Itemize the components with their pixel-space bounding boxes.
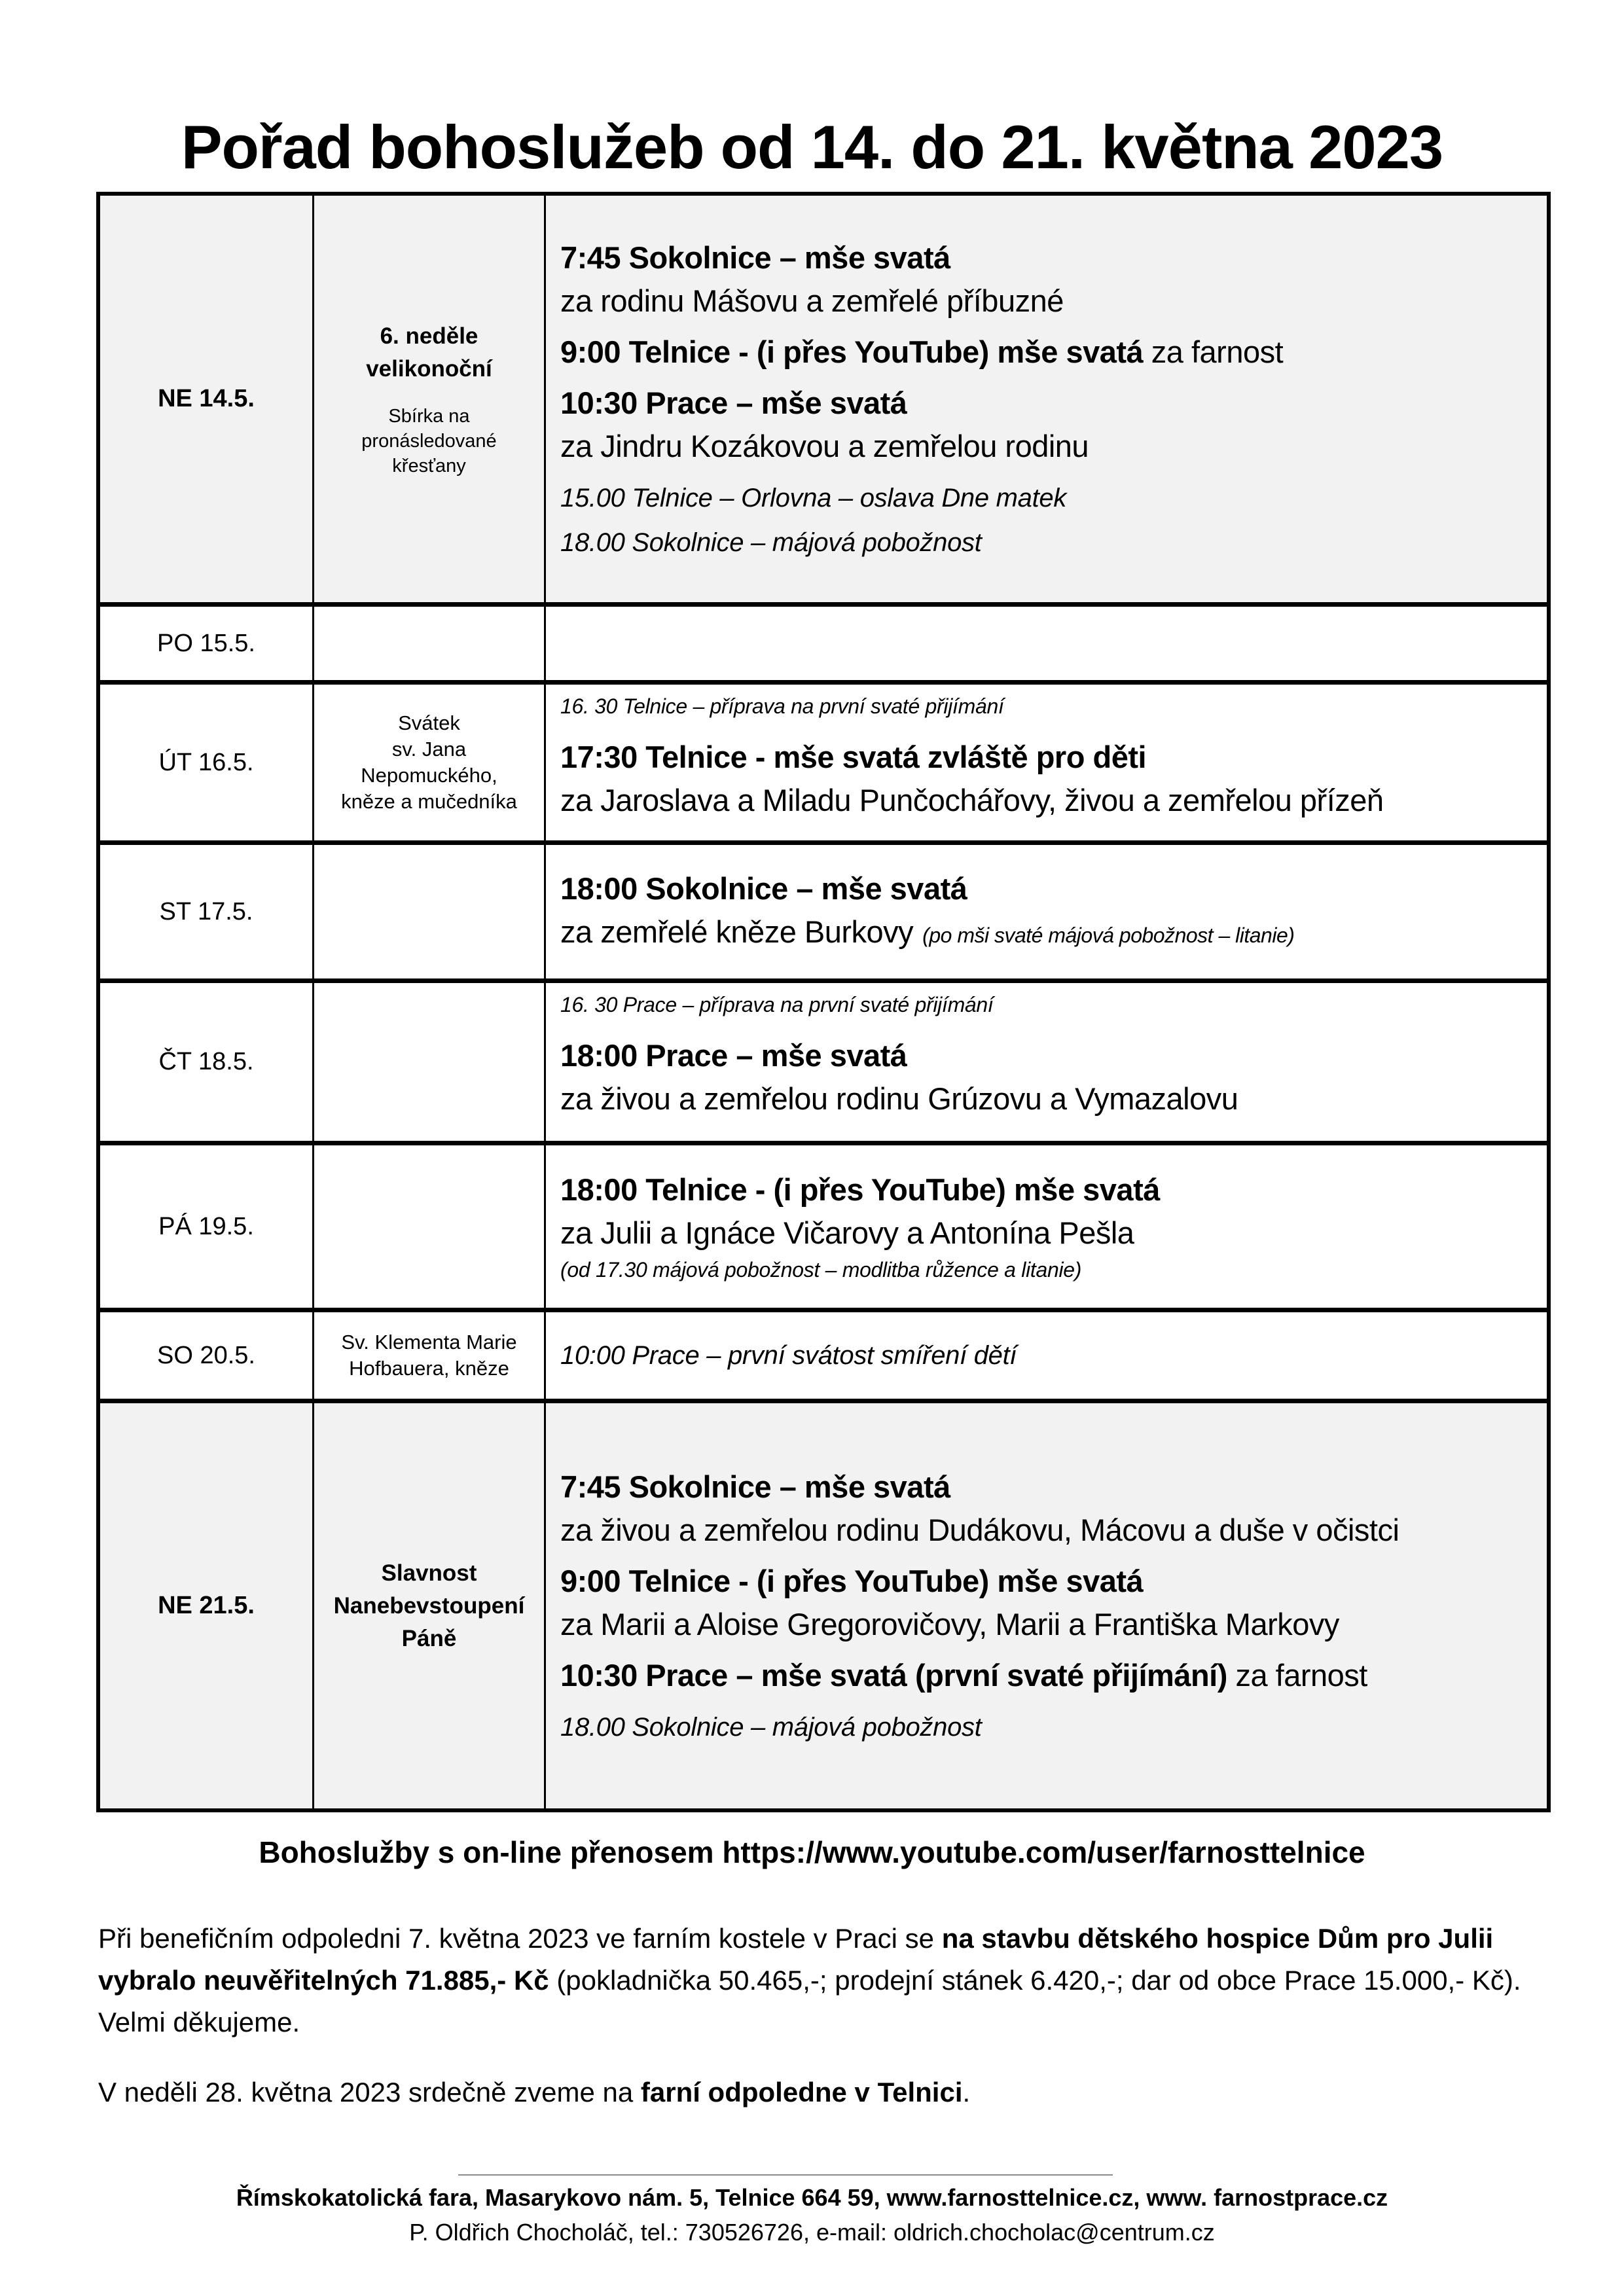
day-label: NE 14.5. xyxy=(158,385,255,412)
event-title xyxy=(560,1168,1532,1211)
event-intention-text: za zemřelé kněze Burkovy xyxy=(560,914,914,949)
youtube-stream-line: Bohoslužby s on-line přenosem https://www.youtube.com/user/farnosttelnice xyxy=(259,1835,1365,1869)
event-title xyxy=(560,736,1532,779)
event-time-place: 10:30 Prace – mše svatá xyxy=(560,385,907,420)
feast-title: 6. neděle velikonoční xyxy=(366,323,492,382)
event xyxy=(560,1560,1532,1646)
schedule-row-sun-14 xyxy=(100,196,1547,602)
feast-line: Nanebevstoupení xyxy=(333,1592,525,1619)
announcement-invitation xyxy=(98,2072,1538,2113)
event-intention: za farnost xyxy=(1143,334,1284,369)
collection-note: Sbírka na pronásledované křesťany xyxy=(361,405,497,476)
event-intention: za Jindru Kozákovou a zemřelou rodinu xyxy=(560,428,1089,463)
events-cell xyxy=(546,1403,1547,1808)
day-label: NE 21.5. xyxy=(158,1592,255,1619)
day-cell xyxy=(100,685,314,840)
event xyxy=(560,1034,1532,1121)
event xyxy=(560,382,1532,468)
feast-line: sv. Jana xyxy=(391,738,467,761)
event-note: 18.00 Sokolnice – májová pobožnost xyxy=(560,1712,982,1742)
day-cell xyxy=(100,983,314,1141)
event-time-place: 7:45 Sokolnice – mše svatá xyxy=(560,240,950,275)
day-cell xyxy=(100,1403,314,1808)
page-title: Pořad bohoslužeb od 14. do 21. května 2023 xyxy=(181,113,1443,181)
events-cell xyxy=(546,1145,1547,1308)
event xyxy=(560,331,1532,374)
announcement-text: V neděli 28. května 2023 srdečně zveme na xyxy=(98,2077,641,2108)
event-intention: za Julii a Ignáce Vičarovy a Antonína Pešla xyxy=(560,1215,1134,1250)
day-label: ÚT 16.5. xyxy=(158,748,254,776)
feast-cell xyxy=(314,196,546,602)
footer-divider xyxy=(458,2174,1113,2176)
event-time-place: 18:00 Telnice - (i přes YouTube) mše svatá xyxy=(560,1172,1160,1207)
feast-cell xyxy=(314,845,546,978)
day-label: PO 15.5. xyxy=(157,629,255,657)
event-intention xyxy=(560,910,1532,957)
event-title xyxy=(560,236,1532,279)
day-cell xyxy=(100,196,314,602)
feast-line: kněze a mučedníka xyxy=(341,790,517,813)
events-cell xyxy=(546,607,1547,680)
schedule-row-tue-16 xyxy=(100,680,1547,840)
event-time-place: 18:00 Prace – mše svatá xyxy=(560,1038,907,1073)
event-time-place: 10:30 Prace – mše svatá (první svaté přijímání) xyxy=(560,1657,1227,1693)
event-intention: za rodinu Mášovu a zemřelé příbuzné xyxy=(560,283,1064,318)
feast-cell xyxy=(314,607,546,680)
event-time-place: 9:00 Telnice - (i přes YouTube) mše svatá xyxy=(560,334,1144,369)
events-cell xyxy=(546,685,1547,840)
event-intention: za Marii a Aloise Gregorovičovy, Marii a Františka Markovy xyxy=(560,1606,1339,1641)
day-cell xyxy=(100,845,314,978)
event-title xyxy=(560,382,1532,425)
day-cell xyxy=(100,1145,314,1308)
announcement-highlight: na stavbu dětského hospice Dům pro Julii vybralo neuvěřitelných 71.885,- Kč xyxy=(98,1923,1494,1996)
event-intention: za živou a zemřelou rodinu Grúzovu a Vymazalovu xyxy=(560,1081,1238,1116)
schedule-row-sun-21 xyxy=(100,1399,1547,1808)
event-time-place: 7:45 Sokolnice – mše svatá xyxy=(560,1469,950,1504)
event xyxy=(560,1465,1532,1552)
event-title xyxy=(560,867,1532,910)
event-time-place: 9:00 Telnice - (i přes YouTube) mše svatá xyxy=(560,1563,1144,1598)
day-cell xyxy=(100,607,314,680)
event-title xyxy=(560,1465,1532,1509)
event xyxy=(560,1168,1532,1255)
announcement-highlight: farní odpoledne v Telnici xyxy=(640,2077,963,2108)
event-time-place: 17:30 Telnice - mše svatá zvláště pro děti xyxy=(560,740,1147,774)
schedule-row-fri-19 xyxy=(100,1141,1547,1308)
announcement-text: . xyxy=(962,2077,971,2108)
event-note: 15.00 Telnice – Orlovna – oslava Dne matek xyxy=(560,483,1067,512)
events-cell xyxy=(546,196,1547,602)
event-intention: za Jaroslava a Miladu Punčochářovy, živou a zemřelou přízeň xyxy=(560,783,1384,817)
event-title xyxy=(560,331,1532,374)
event-title xyxy=(560,1034,1532,1077)
event xyxy=(560,1654,1532,1697)
events-cell xyxy=(546,1312,1547,1399)
day-label: PÁ 19.5. xyxy=(158,1212,254,1240)
event-intention: za živou a zemřelou rodinu Dudákovu, Mácovu a duše v očistci xyxy=(560,1512,1399,1547)
day-cell xyxy=(100,1312,314,1399)
schedule-row-thu-18 xyxy=(100,978,1547,1141)
event-note: 16. 30 Telnice – příprava na první svaté přijímání xyxy=(560,694,1004,718)
event xyxy=(560,736,1532,822)
day-label: ČT 18.5. xyxy=(158,1048,254,1075)
event-note: 10:00 Prace – první svátost smíření dětí xyxy=(560,1341,1017,1370)
day-label: ST 17.5. xyxy=(159,897,253,925)
schedule-row-wed-17 xyxy=(100,840,1547,978)
feast-cell xyxy=(314,983,546,1141)
feast-line: Sv. Klementa Marie xyxy=(341,1331,517,1354)
feast-line: Hofbauera, kněze xyxy=(349,1357,509,1380)
feast-line: Páně xyxy=(401,1625,457,1651)
event xyxy=(560,867,1532,957)
feast-cell xyxy=(314,1145,546,1308)
footer-address: Římskokatolická fara, Masarykovo nám. 5, Telnice 664 59, www.farnosttelnice.cz, www. farnostprace.cz xyxy=(236,2184,1388,2211)
announcement-donation xyxy=(98,1918,1538,2043)
feast-line: Svátek xyxy=(398,711,460,734)
event-note: 18.00 Sokolnice – májová pobožnost xyxy=(560,528,982,557)
event-title xyxy=(560,1560,1532,1603)
event-intention: za farnost xyxy=(1227,1657,1367,1693)
feast-cell xyxy=(314,1312,546,1399)
event-title xyxy=(560,1654,1532,1697)
events-cell xyxy=(546,983,1547,1141)
feast-line: Slavnost xyxy=(381,1560,477,1586)
event-note: 16. 30 Prace – příprava na první svaté přijímání xyxy=(560,993,994,1016)
footer-contact: P. Oldřich Chocholáč, tel.: 730526726, e-mail: oldrich.chocholac@centrum.cz xyxy=(409,2219,1215,2246)
feast-cell xyxy=(314,1403,546,1808)
announcement-text: (pokladnička 50.465,-; prodejní stánek 6.420,-; dar od obce Prace 15.000,- Kč). Velmi děkujeme. xyxy=(98,1965,1521,2037)
announcement-text: Při benefičním odpoledni 7. května 2023 ve farním kostele v Praci se xyxy=(98,1923,942,1954)
event-time-place: 18:00 Sokolnice – mše svatá xyxy=(560,870,967,906)
schedule-table xyxy=(96,192,1551,1812)
event xyxy=(560,236,1532,323)
feast-cell xyxy=(314,685,546,840)
event-inline-note: (po mši svaté májová pobožnost – litanie) xyxy=(922,923,1295,947)
event-note: (od 17.30 májová pobožnost – modlitba růžence a litanie) xyxy=(560,1258,1082,1282)
schedule-row-sat-20 xyxy=(100,1308,1547,1399)
day-label: SO 20.5. xyxy=(157,1341,255,1369)
feast-line: Nepomuckého, xyxy=(361,764,497,787)
events-cell xyxy=(546,845,1547,978)
schedule-row-mon-15 xyxy=(100,602,1547,680)
